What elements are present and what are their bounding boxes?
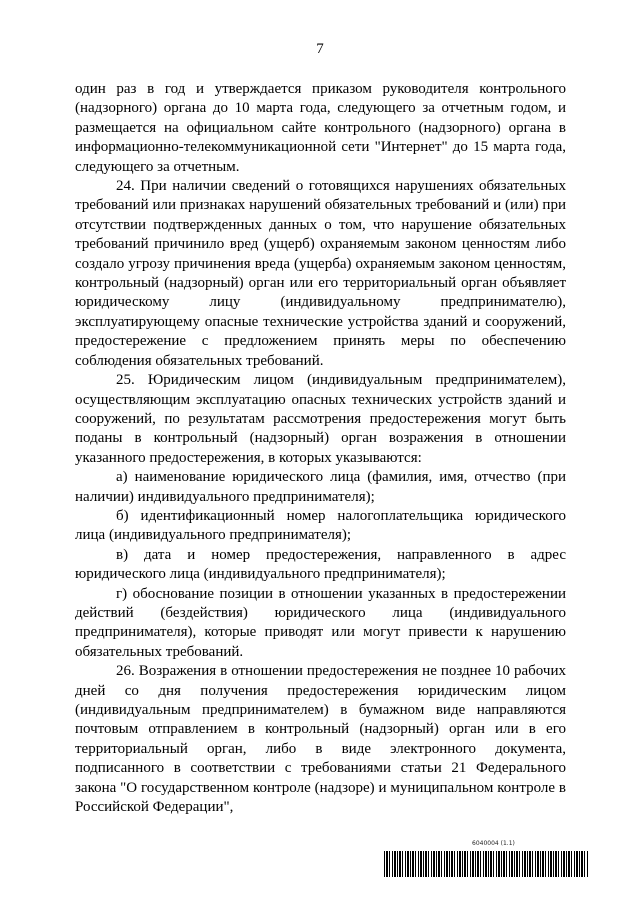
barcode-image xyxy=(384,851,589,877)
subitem-g: г) обоснование позиции в отношении указанных в предостережении действий (бездействия) юридического лица (индивидуального предпринимателя), которые приводят или могут привести к нарушению обязательных требований. xyxy=(75,585,566,660)
paragraph-item-25: 25. Юридическим лицом (индивидуальным предпринимателем), осуществляющим эксплуатацию опасных технических устройств зданий и сооружений, по результатам рассмотрения предостережения могут быть поданы в контрольный (надзорный) орган возражения в отношении указанного предостережения, в которых указываются: xyxy=(75,372,566,466)
paragraph-continuation: один раз в год и утверждается приказом руководителя контрольного (надзорного) органа до 10 марта года, следующего за отчетным годом, и размещается на официальном сайте контрольного (надзорного) органа в информационно-телекоммуникационной сети "Интернет" до 15 марта года, следующего за отчетным. xyxy=(75,81,566,175)
page-number: 7 xyxy=(316,41,324,57)
barcode-caption: 6040004 (1.1) xyxy=(472,840,515,847)
document-body xyxy=(75,80,566,817)
subitem-v: в) дата и номер предостережения, направленного в адрес юридического лица (индивидуального предпринимателя); xyxy=(75,546,566,583)
subitem-b: б) идентификационный номер налогоплательщика юридического лица (индивидуального предпринимателя); xyxy=(75,507,566,544)
subitem-a: а) наименование юридического лица (фамилия, имя, отчество (при наличии) индивидуального предпринимателя); xyxy=(75,469,566,505)
paragraph-item-26: 26. Возражения в отношении предостережения не позднее 10 рабочих дней со дня получения предостережения юридическим лицом (индивидуальным предпринимателем) в бумажном виде направляются почтовым отправлением в контрольный (надзорный) орган или в его территориальный орган, либо в виде электронного документа, подписанного в соответствии с требованиями статьи 21 Федерального закона "О государственном контроле (надзоре) и муниципальном контроле в Российской Федерации", xyxy=(75,663,566,816)
paragraph-item-24: 24. При наличии сведений о готовящихся нарушениях обязательных требований или признаках нарушений обязательных требований и (или) при отсутствии подтвержденных данных о том, что нарушение обязательных требований причинило вред (ущерб) охраняемым законом ценностям либо создало угрозу причинения вреда (ущерба) охраняемым законом ценностям, контрольный (надзорный) орган или его территориальный орган объявляет юридическому лицу (индивидуальному предпринимателю), эксплуатирующему опасные технические устройства зданий и сооружений, предостережение с предложением принять меры по обеспечению соблюдения обязательных требований. xyxy=(75,178,566,369)
